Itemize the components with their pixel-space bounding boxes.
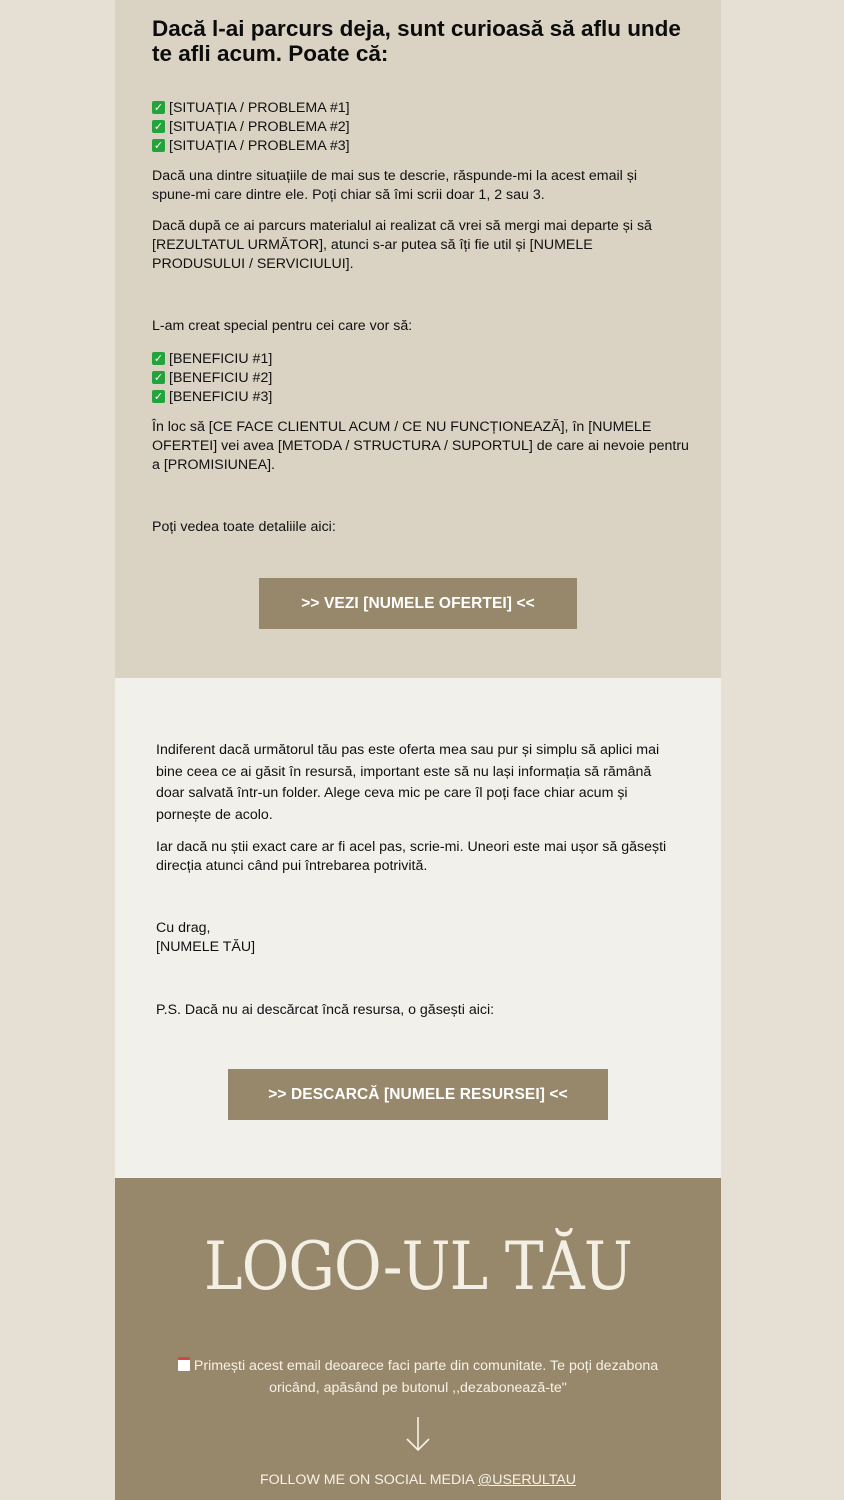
view-offer-button[interactable]: >> VEZI [NUMELE OFERTEI] << [259, 578, 577, 629]
calendar-icon [178, 1357, 190, 1371]
checkmark-icon: ✓ [153, 139, 164, 152]
situation-label: [SITUAȚIA / PROBLEMA #2] [169, 118, 350, 135]
list-item [152, 368, 692, 387]
ps-text: P.S. Dacă nu ai descărcat încă resursa, o găsești aici: [156, 1002, 495, 1018]
arrow-down-icon [403, 1415, 433, 1455]
intro-section [115, 0, 721, 678]
checkmark-icon: ✓ [153, 390, 164, 403]
next-step-paragraph: Dacă după ce ai parcurs materialul ai realizat că vrei să mergi mai departe și să [REZULTATUL URMĂTOR], atunci s-ar putea să îți fie util și [NUMELE PRODUSULUI / SERVICIULUI]. [152, 218, 652, 272]
list-item [152, 387, 692, 406]
closing-paragraph-1: Indiferent dacă următorul tău pas este oferta mea sau pur și simplu să aplici mai bine ceea ce ai găsit în resursă, important este să nu lași informația să rămână doar salvată într-un folder. Alege ceva mic pe care îl poți face chiar acum și pornește de acolo. [156, 742, 660, 823]
closing-paragraph-2: Iar dacă nu știi exact care ar fi acel pas, scrie-mi. Uneori este mai ușor să găsești direcția atunci când pui întrebarea potrivită. [156, 839, 667, 874]
benefits-list [152, 349, 692, 406]
benefit-label: [BENEFICIU #1] [169, 350, 273, 367]
list-item [152, 117, 692, 136]
logo: LOGO-UL TĂU [204, 1228, 632, 1305]
footer-note [155, 1355, 681, 1399]
checkmark-icon: ✓ [153, 120, 164, 133]
follow-text: FOLLOW ME ON SOCIAL MEDIA [259, 1472, 478, 1488]
list-item [152, 98, 692, 117]
email-column [115, 0, 721, 1500]
checkmark-icon: ✓ [153, 371, 164, 384]
situation-label: [SITUAȚIA / PROBLEMA #1] [169, 99, 350, 116]
signature-block [156, 919, 686, 957]
instead-paragraph: În loc să [CE FACE CLIENTUL ACUM / CE NU FUNCȚIONEAZĂ], în [NUMELE OFERTEI] vei avea [METODA / STRUCTURA / SUPORTUL] de care ai nevoie pentru a [PROMISIUNEA]. [152, 419, 689, 473]
situations-list [152, 98, 692, 155]
reply-paragraph: Dacă una dintre situațiile de mai sus te descrie, răspunde-mi la acest email și spune-mi care dintre ele. Poți chiar să îmi scrii doar 1, 2 sau 3. [152, 168, 637, 203]
benefit-label: [BENEFICIU #2] [169, 369, 273, 386]
created-for-text: L-am creat special pentru cei care vor să: [152, 318, 413, 334]
checkmark-icon: ✓ [153, 101, 164, 114]
closing-section [115, 678, 721, 1178]
social-handle-link[interactable]: @USERULTAU [477, 1472, 577, 1488]
checkmark-icon: ✓ [153, 352, 164, 365]
benefit-label: [BENEFICIU #3] [169, 388, 273, 405]
download-resource-button[interactable]: >> DESCARCĂ [NUMELE RESURSEI] << [228, 1069, 608, 1120]
signature-name: [NUMELE TĂU] [156, 939, 256, 955]
situation-label: [SITUAȚIA / PROBLEMA #3] [169, 137, 350, 154]
details-text: Poți vedea toate detaliile aici: [152, 519, 336, 535]
signoff-text: Cu drag, [156, 920, 211, 936]
list-item [152, 136, 692, 155]
footer-section [115, 1178, 721, 1500]
intro-heading: Dacă l-ai parcurs deja, sunt curioasă să aflu unde te afli acum. Poate că: [152, 16, 681, 66]
social-follow [115, 1472, 721, 1488]
list-item [152, 349, 692, 368]
footer-note-text: Primești acest email deoarece faci parte din comunitate. Te poți dezabona oricând, apăsând pe butonul ,,dezabonează-te" [193, 1358, 659, 1396]
